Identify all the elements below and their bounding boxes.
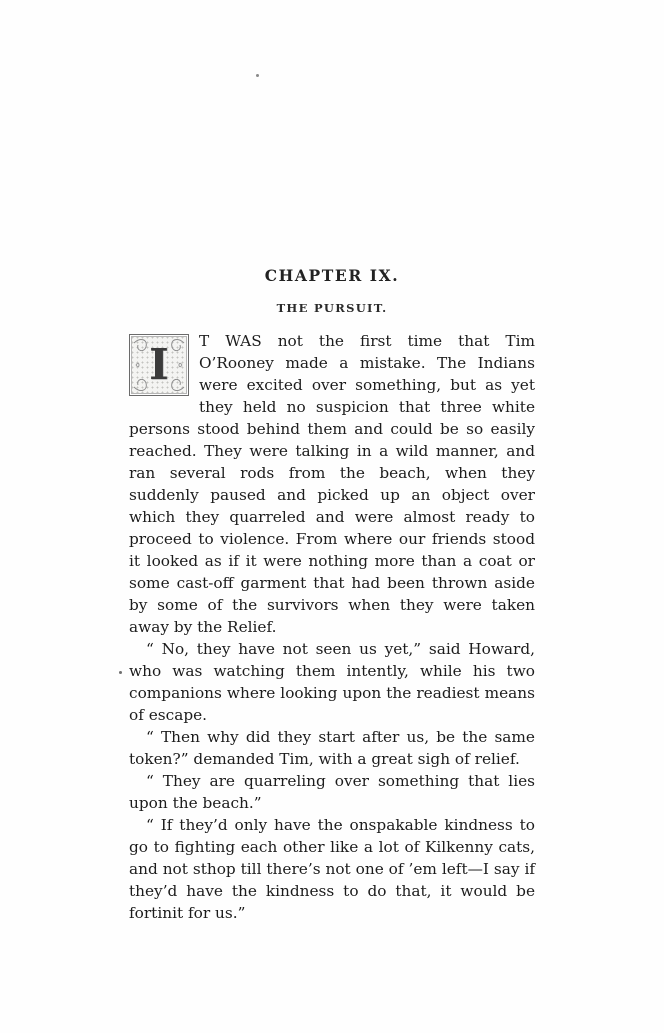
body-text [129, 330, 535, 924]
paragraph-3: “ Then why did they start after us, be the same token?” demanded Tim, with a great sigh of relief. [129, 728, 535, 768]
chapter-heading: CHAPTER IX. [264, 266, 400, 285]
print-speck-top [256, 74, 259, 77]
paragraph-5: “ If they’d only have the onspakable kindness to go to fighting each other like a lot of Kilkenny cats, and not sthop till there’s not one of ’em left—I say if they’d have the kindness to do that, it would be fortinit for us.” [129, 816, 535, 922]
drop-cap-box [129, 334, 189, 396]
page-content [129, 266, 535, 924]
drop-cap-initial: I [149, 340, 169, 389]
paragraph-2: “ No, they have not seen us yet,” said Howard, who was watching them intently, while his two companions where looking upon the readiest means of escape. [129, 640, 535, 724]
paragraph-1-text: T WAS not the first time that Tim O’Rooney made a mistake. The Indians were excited over something, but as yet they held no suspicion that three white persons stood behind them and could be so easily reached. They were talking in a wild manner, and ran several rods from the beach, when they suddenly paused and picked up an object over which they quarreled and were almost ready to proceed to violence. From where our friends stood it looked as if it were nothing more than a coat or some cast-off garment that had been thrown aside by some of the survivors when they were taken away by the Relief. [129, 332, 535, 636]
section-heading: THE PURSUIT. [276, 301, 388, 315]
paragraph-4: “ They are quarreling over something that lies upon the beach.” [129, 772, 535, 812]
paragraph-1 [129, 330, 535, 638]
print-speck-margin [119, 671, 122, 674]
